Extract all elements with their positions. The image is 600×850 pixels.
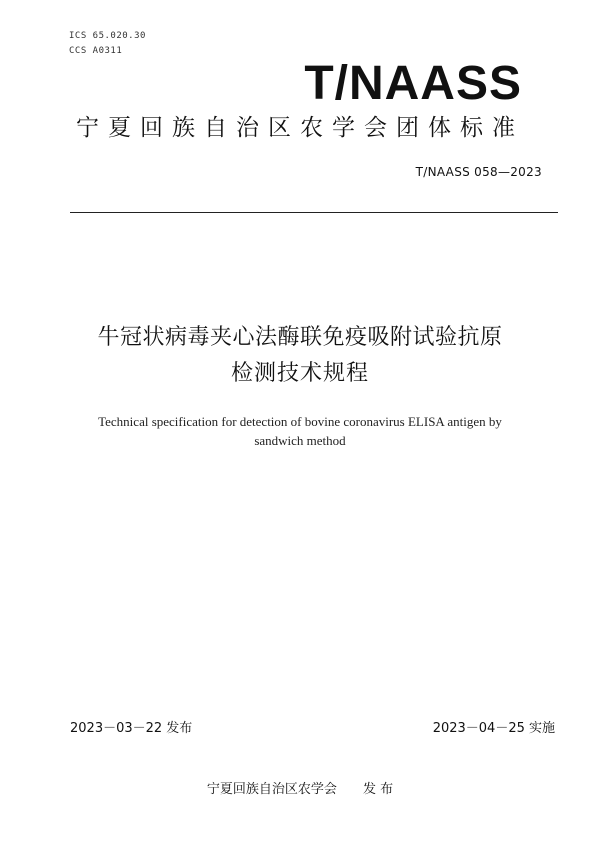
chinese-title-line-1: 牛冠状病毒夹心法酶联免疫吸附试验抗原 bbox=[97, 325, 503, 350]
chinese-title-line-2: 检测技术规程 bbox=[230, 361, 369, 386]
standard-number: T/NAASS 058—2023 bbox=[415, 165, 542, 179]
english-title-line-2: sandwich method bbox=[254, 433, 346, 448]
publish-action: 发 布 bbox=[362, 782, 394, 797]
implementation-date: 2023－04－25 实施 bbox=[432, 721, 555, 736]
ics-code: ICS 65.020.30 bbox=[69, 31, 146, 41]
header-divider bbox=[70, 212, 558, 213]
publisher-name: 宁夏回族自治区农学会 bbox=[206, 782, 337, 797]
publish-date: 2023－03－22 发布 bbox=[70, 721, 193, 736]
organization-standard-title: 宁夏回族自治区农学会团体标准 bbox=[76, 115, 524, 141]
publisher-line bbox=[0, 778, 600, 797]
ccs-code: CCS A0311 bbox=[69, 46, 123, 56]
standard-logo: T/NAASS bbox=[304, 57, 522, 110]
english-title-line-1: Technical specification for detection of bovine coronavirus ELISA antigen by bbox=[98, 414, 502, 429]
